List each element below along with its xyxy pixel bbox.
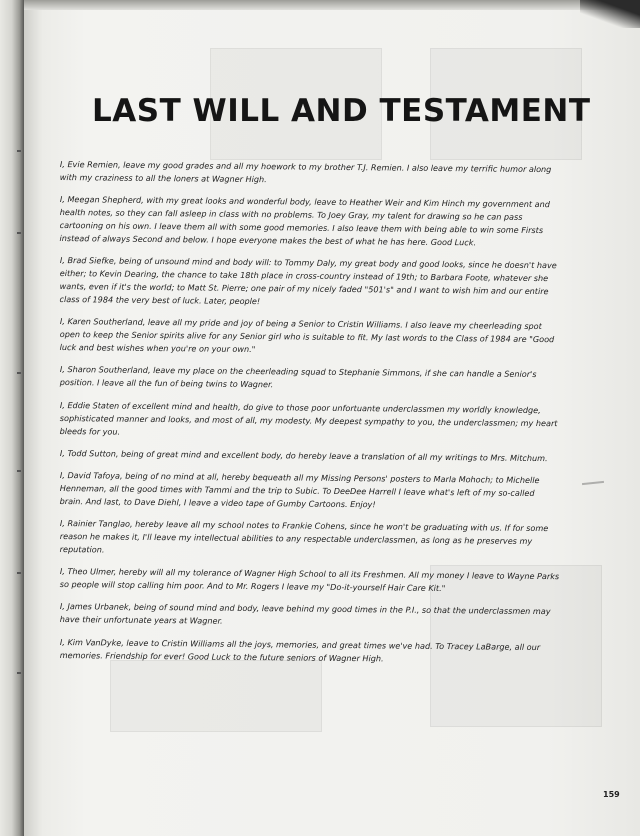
book-spine [0, 0, 26, 836]
page-title: LAST WILL AND TESTAMENT [92, 93, 591, 129]
spine-tick [17, 470, 21, 472]
will-paragraph: I, Karen Southerland, leave all my pride and joy of being a Senior to Cristin Williams. I also leave my cheerleading spot open to keep the Senior spirits alive for any Senior girl who is suitable to fit. My last words to the Class of 1984 are "Good luck and best wishes when you're on your own." [59, 316, 555, 355]
wills-text [60, 158, 560, 671]
will-paragraph: I, James Urbanek, being of sound mind and body, leave behind my good times in the P.I., so that the underclassmen may have their unfortunate years at Wagner. [59, 601, 551, 626]
spine-tick [17, 572, 21, 574]
bleed-through-photo [110, 660, 322, 732]
will-paragraph: I, Meegan Shepherd, with my great looks and wonderful body, leave to Heather Weir and Kim Hinch my government and health notes, so they can fall asleep in class with no problems. To Joey Gray, my talent for drawing so he can pass cartooning on his own. I leave them all with some good memories. I also leave them with being able to win some Firsts instead of always Second and below. I hope everyone makes the best of what he has here. Good Luck. [59, 194, 550, 248]
will-paragraph: I, Todd Sutton, being of great mind and excellent body, do hereby leave a translation of all my writings to Mrs. Mitchum. [59, 447, 548, 463]
will-paragraph: I, Sharon Southerland, leave my place on the cheerleading squad to Stephanie Simmons, if she can handle a Senior's position. I leave all the fun of being twins to Wagner. [59, 364, 537, 390]
spine-tick [17, 372, 21, 374]
will-paragraph: I, Brad Siefke, being of unsound mind and body will: to Tommy Daly, my great body and good looks, since he doesn't have either; to Kevin Dearing, the chance to take 18th place in cross-country instead of 19th; to Barbara Foote, whatever she wants, even if it's the world; to Matt St. Pierre; one pair of my nicely faded "501's" and I want to wish him and our entire class of 1984 the very best of luck. Later, people! [59, 255, 557, 307]
spine-tick [17, 150, 21, 152]
corner-shadow [580, 0, 640, 28]
page-number: 159 [603, 790, 620, 799]
page-top-fold [24, 0, 640, 10]
will-paragraph: I, Rainier Tanglao, hereby leave all my school notes to Frankie Cohens, since he won't be graduating with us. If for some reason he makes it, I'll leave my intellectual abilities to any respectable underclassmen, as long as he preserves my reputation. [59, 518, 549, 555]
will-paragraph: I, Theo Ulmer, hereby will all my tolerance of Wagner High School to all its Freshmen. All my money I leave to Wayne Parks so people will stop calling him poor. And to Mr. Rogers I leave my "Do-it-yourself Hair Care Kit." [59, 566, 560, 594]
will-paragraph: I, Eddie Staten of excellent mind and health, do give to those poor unfortuante underclassmen my worldly knowledge, sophisticated manner and looks, and most of all, my modesty. My deepest sympathy to you, the underclassmen; my heart bleeds for you. [59, 399, 558, 436]
will-paragraph: I, Evie Remien, leave my good grades and all my hoework to my brother T.J. Remien. I also leave my terrific humor along with my craziness to all the loners at Wagner High. [59, 158, 552, 185]
spine-tick [17, 672, 21, 674]
will-paragraph: I, Kim VanDyke, leave to Cristin Williams all the joys, memories, and great times we've had. To Tracey LaBarge, all our memories. Friendship for ever! Good Luck to the future seniors of Wagner High. [59, 636, 541, 663]
will-paragraph: I, David Tafoya, being of no mind at all, hereby bequeath all my Missing Persons' posters to Marla Mohoch; to Michelle Henneman, all the good times with Tammi and the trip to Subic. To DeeDee Harrell I leave what's left of my so-called brain. And last, to Dave Diehl, I leave a video tape of Gumby Cartoons. Enjoy! [59, 469, 540, 510]
spine-tick [17, 232, 21, 234]
